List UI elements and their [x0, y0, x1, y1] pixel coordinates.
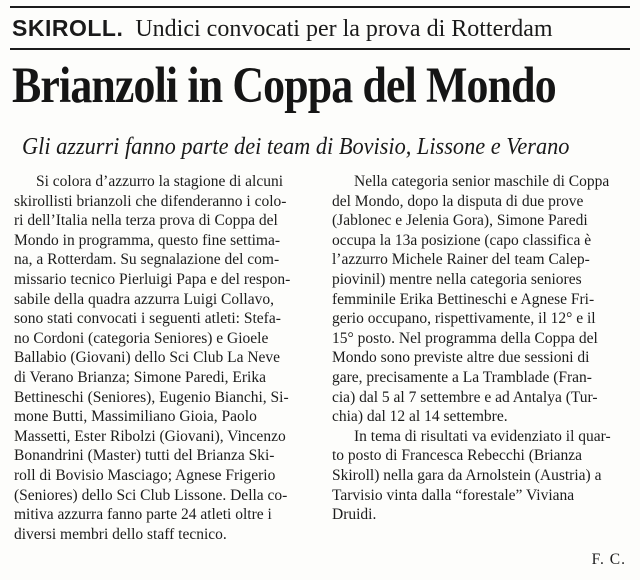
article-column-left	[14, 172, 314, 544]
body-paragraph: In tema di risultati va evidenziato il quar- to posto di Francesca Rebecchi (Brianza Skiroll) nella gara da Arnolstein (Austria) a Tarvisio vinta dalla “forestale” Viviana Druidi.	[332, 427, 611, 524]
body-paragraph: Si colora d’azzurro la stagione di alcuni skirollisti brianzoli che difenderanno i colo- ri dell’Italia nella terza prova di Coppa del Mondo in programma, questo fine settima- na, a Rotterdam. Su segnalazione del com- missario tecnico Pierluigi Papa e del respon- sabile della quadra azzurra Luigi Collavo, sono stati convocati i seguenti atleti: Stefa- no Cordoni (categoria Seniores) e Gioele Ballabio (Giovani) dello Sci Club La Neve di Verano Brianza; Simone Paredi, Erika Bettineschi (Seniores), Eugenio Bianchi, Si- mone Butti, Massimiliano Gioia, Paolo Massetti, Ester Ribolzi (Giovani), Vincenzo Bonandrini (Master) tutti del Brianza Ski- roll di Bovisio Masciago; Agnese Frigerio (Seniores) dello Sci Club Lissone. Della co- mitiva azzurra fanno parte 24 atleti oltre i diversi membri dello staff tecnico.	[14, 173, 291, 543]
body-paragraph: Nella categoria senior maschile di Coppa del Mondo, dopo la disputa di due prove (Jablonec e Jelenia Gora), Simone Paredi occupa la 13a posizione (capo classifica è l’azzurro Michele Rainer del team Calep- piovinil) mentre nella categoria seniores femminile Erika Bettineschi e Agnese Fri- gerio occupano, rispettivamente, il 12° e il 15° posto. Nel programma della Coppa del Mondo sono previste altre due sessioni di gare, precisamente a La Tramblade (Fran- cia) dal 5 al 7 settembre e ad Antalya (Tur- chia) dal 12 al 14 settembre.	[332, 173, 610, 426]
deck-subtitle: Gli azzurri fanno parte dei team di Bovisio, Lissone e Verano	[22, 134, 570, 160]
byline: F. C.	[591, 551, 626, 568]
headline: Brianzoli in Coppa del Mondo	[12, 58, 556, 114]
kicker-line	[12, 10, 632, 50]
article-column-right	[332, 172, 632, 525]
kicker-rule	[10, 48, 630, 50]
top-rule	[10, 6, 630, 8]
kicker-text: Undici convocati per la prova di Rotterdam	[135, 16, 553, 42]
section-label: SKIROLL.	[12, 15, 124, 41]
